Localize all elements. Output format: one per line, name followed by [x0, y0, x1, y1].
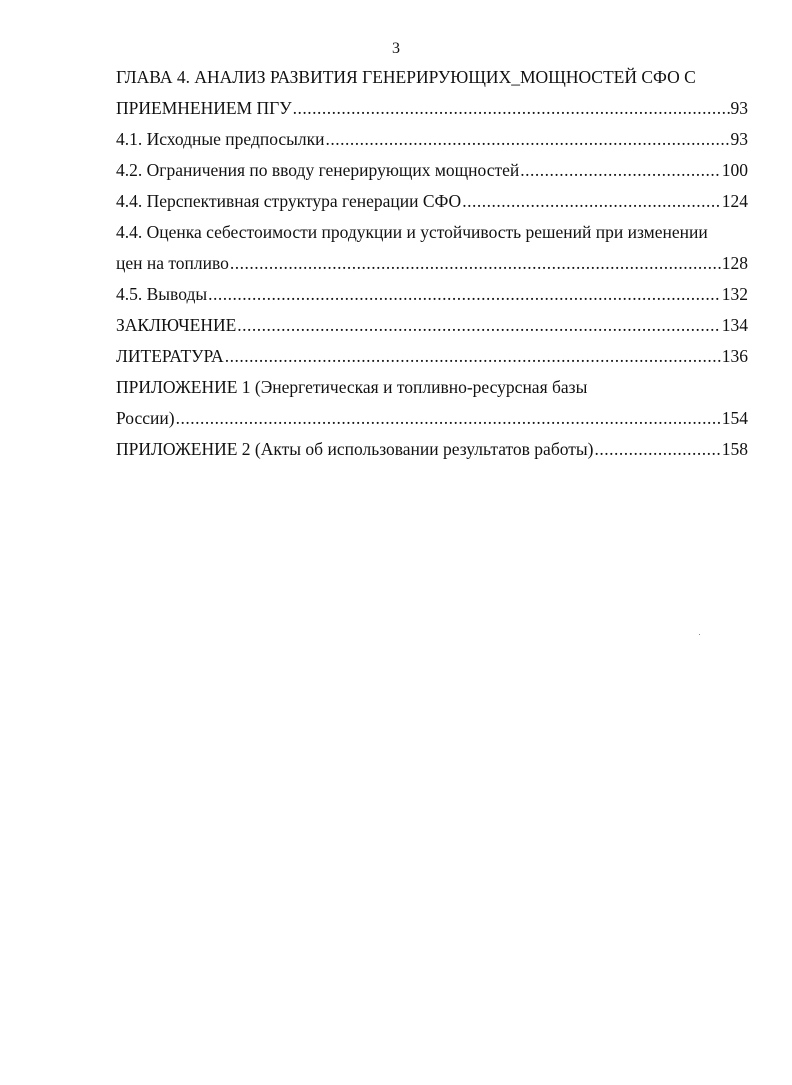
toc-line: [116, 62, 748, 93]
toc-line: [116, 341, 748, 372]
toc-title: 4.4. Перспективная структура генерации СФО: [116, 191, 462, 211]
toc-page-number: 93: [730, 129, 748, 149]
toc-line: [116, 155, 748, 186]
toc-page-number: 128: [721, 253, 748, 273]
dot-leader: [176, 403, 721, 434]
toc-page-number: 136: [721, 346, 748, 366]
toc-line: [116, 186, 748, 217]
toc-title: ПРИЕМНЕНИЕМ ПГУ: [116, 98, 292, 118]
dot-leader: [225, 341, 721, 372]
toc-line: [116, 403, 748, 434]
toc-line: [116, 217, 748, 248]
toc-title: 4.1. Исходные предпосылки: [116, 129, 325, 149]
toc-page-number: 154: [721, 408, 748, 428]
toc-line: [116, 310, 748, 341]
toc-title: цен на топливо: [116, 253, 229, 273]
table-of-contents: [116, 62, 748, 465]
toc-line: [116, 279, 748, 310]
dot-leader: [230, 248, 721, 279]
toc-title: ПРИЛОЖЕНИЕ 2 (Акты об использовании результатов работы): [116, 439, 594, 459]
toc-line: [116, 124, 748, 155]
toc-page-number: 100: [721, 160, 748, 180]
toc-page-number: 158: [721, 439, 748, 459]
dot-leader: [594, 434, 720, 465]
page-number: 3: [392, 40, 400, 57]
toc-title: ЗАКЛЮЧЕНИЕ: [116, 315, 237, 335]
dot-leader: [208, 279, 721, 310]
toc-line: [116, 372, 748, 403]
dot-leader: [462, 186, 721, 217]
dot-leader: [326, 124, 730, 155]
toc-page-number: 124: [721, 191, 748, 211]
toc-title: 4.4. Оценка себестоимости продукции и устойчивость решений при изменении: [116, 222, 708, 242]
scan-speck: [699, 634, 700, 635]
toc-title: 4.2. Ограничения по вводу генерирующих мощностей: [116, 160, 520, 180]
dot-leader: [237, 310, 720, 341]
toc-line: [116, 93, 748, 124]
toc-line: [116, 434, 748, 465]
toc-title: 4.5. Выводы: [116, 284, 208, 304]
toc-title: ГЛАВА 4. АНАЛИЗ РАЗВИТИЯ ГЕНЕРИРУЮЩИХ_МОЩНОСТЕЙ СФО С: [116, 67, 696, 87]
toc-page-number: 132: [721, 284, 748, 304]
toc-line: [116, 248, 748, 279]
toc-title: ЛИТЕРАТУРА: [116, 346, 224, 366]
toc-title: ПРИЛОЖЕНИЕ 1 (Энергетическая и топливно-ресурсная базы: [116, 377, 588, 397]
dot-leader: [520, 155, 720, 186]
toc-title: России): [116, 408, 175, 428]
toc-page-number: 93: [730, 98, 748, 118]
dot-leader: [293, 93, 730, 124]
toc-page-number: 134: [721, 315, 748, 335]
